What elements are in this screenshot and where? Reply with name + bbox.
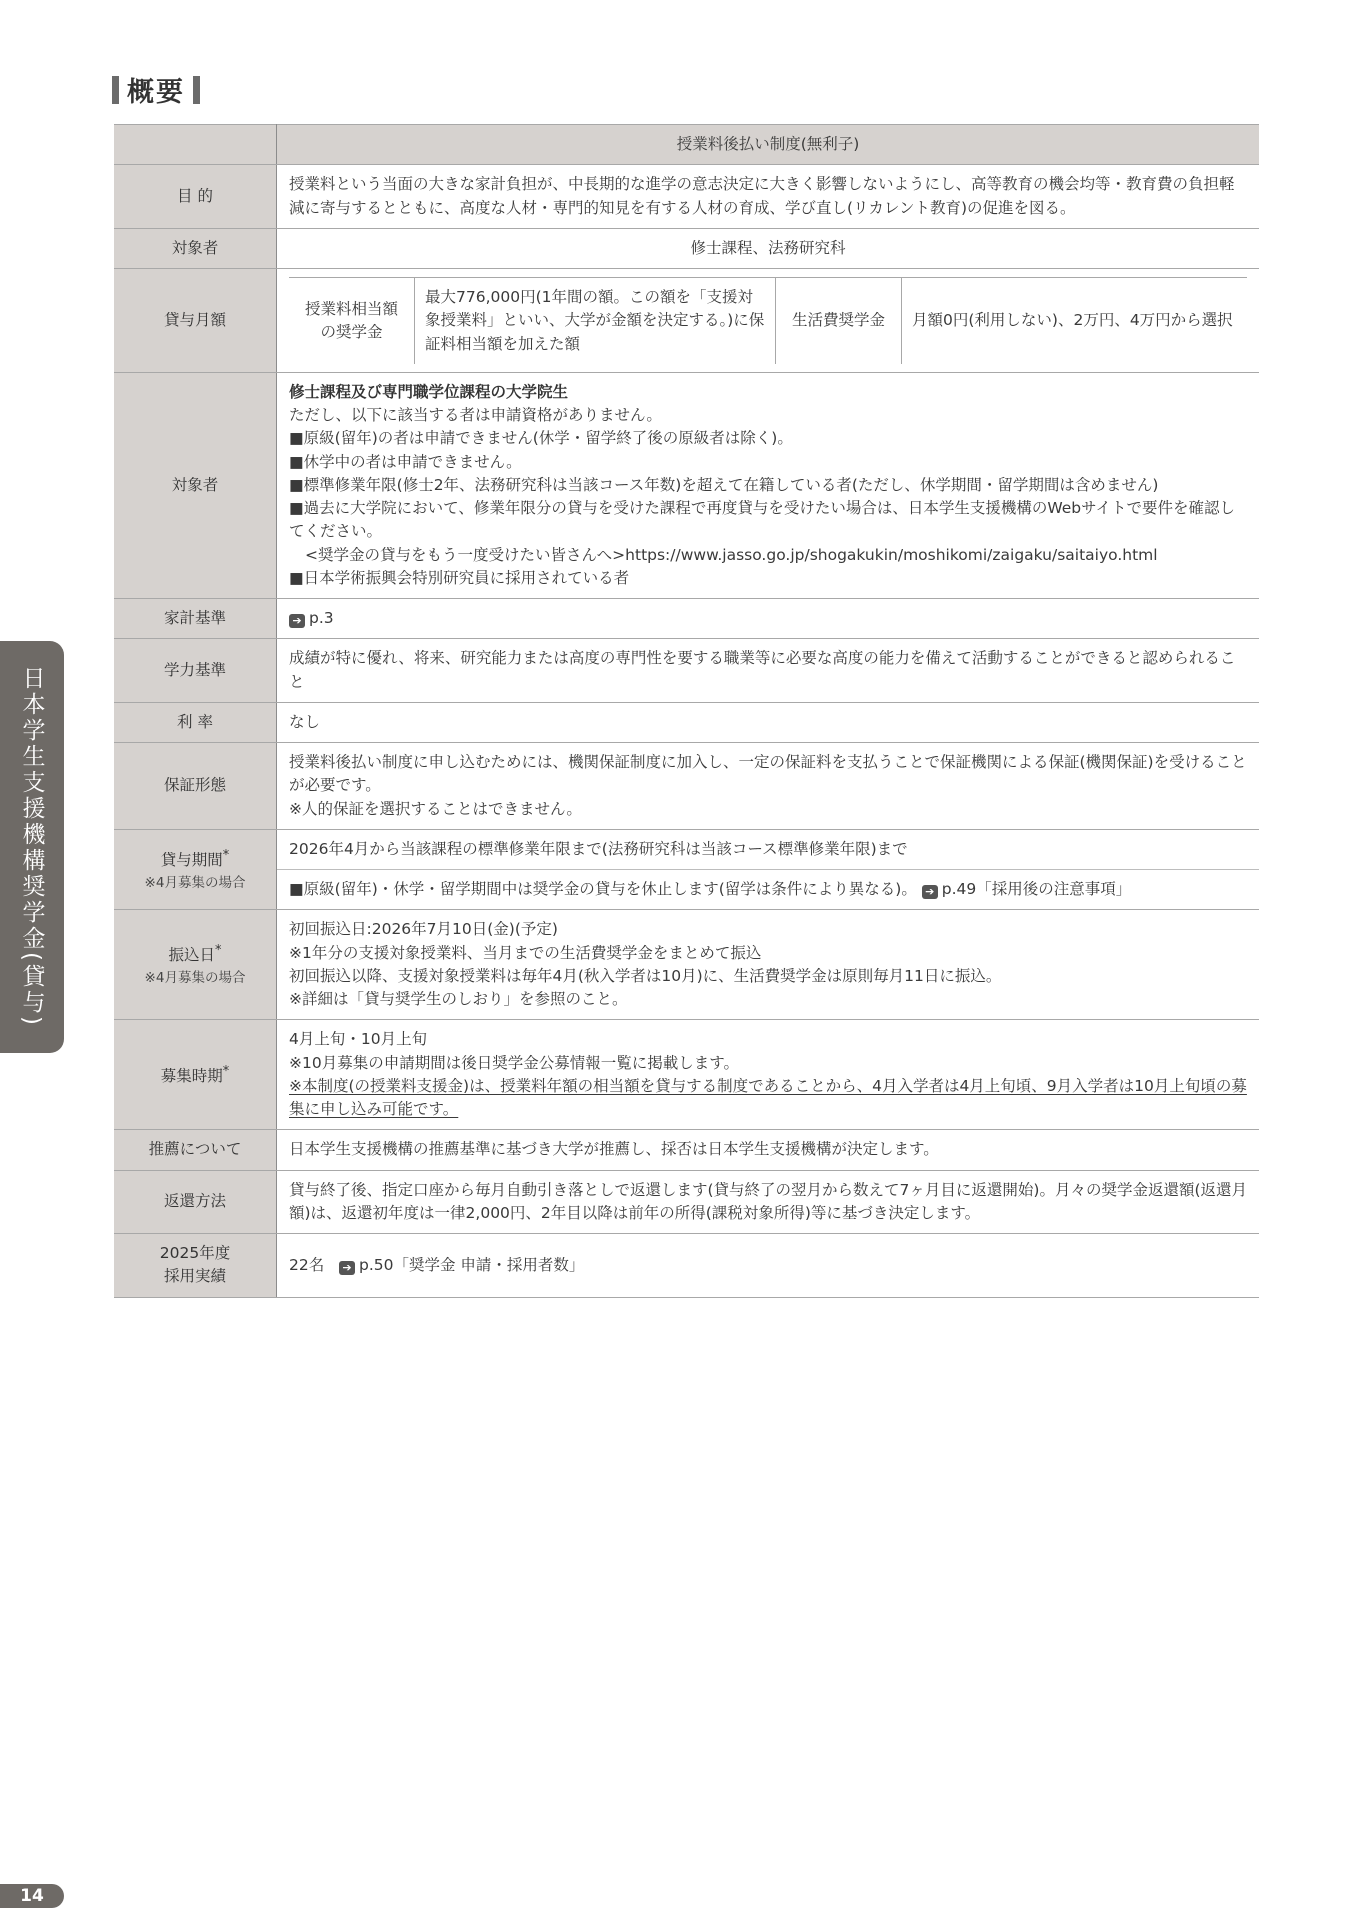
row-label-transfer <box>114 910 277 1020</box>
academic-text: 成績が特に優れ、将来、研究能力または高度の専門性を要する職業等に必要な高度の能力を備えて活動することができると認められること <box>277 639 1260 703</box>
transfer-label: 振込日 <box>168 946 216 965</box>
list-item: ■原級(留年)の者は申請できません(休学・留学終了後の原級者は除く)。 <box>289 429 793 448</box>
row-label-household: 家計基準 <box>114 599 277 639</box>
page-number: 14 <box>0 1884 64 1908</box>
period-label-mark: * <box>222 848 230 864</box>
transfer-cell <box>277 910 1260 1020</box>
transfer-line: 初回振込日:2026年7月10日(金)(予定) <box>289 920 558 939</box>
target-course-text: 修士課程、法務研究科 <box>277 228 1260 268</box>
arrow-right-icon: ➔ <box>289 614 305 628</box>
row-label-eligibility: 対象者 <box>114 372 277 598</box>
header-empty-cell <box>114 125 277 165</box>
row-label-repay: 返還方法 <box>114 1170 277 1234</box>
period-text: 2026年4月から当該課程の標準修業年限まで(法務研究科は当該コース標準修業年限)まで <box>277 829 1260 869</box>
table-row <box>114 870 1259 910</box>
overview-table <box>114 124 1259 1298</box>
household-cell <box>277 599 1260 639</box>
table-row <box>114 228 1259 268</box>
monthly-cell <box>277 269 1260 373</box>
row-label-guarantee: 保証形態 <box>114 743 277 830</box>
results-label: 2025年度 <box>159 1244 231 1262</box>
living-label: 生活費奨学金 <box>776 278 902 364</box>
recruit-label: 募集時期 <box>160 1066 223 1085</box>
row-label-recommend: 推薦について <box>114 1130 277 1170</box>
eligibility-intro: ただし、以下に該当する者は申請資格がありません。 <box>289 406 662 424</box>
row-label-monthly: 貸与月額 <box>114 269 277 373</box>
table-row <box>114 702 1259 742</box>
period-note-cell <box>277 870 1260 910</box>
row-label-academic: 学力基準 <box>114 639 277 703</box>
table-row <box>114 1170 1259 1234</box>
table-row <box>114 743 1259 830</box>
recruit-line2: ※10月募集の申請期間は後日奨学金公募情報一覧に掲載します。 <box>289 1053 739 1072</box>
table-header-row <box>114 125 1259 165</box>
list-item: ■標準修業年限(修士2年、法務研究科は当該コース年数)を超えて在籍している者(ただし、休学期間・留学期間は含めません) <box>289 475 1159 494</box>
recruit-cell <box>277 1020 1260 1130</box>
row-label-target-course: 対象者 <box>114 228 277 268</box>
reapply-link[interactable]: <奨学金の貸与をもう一度受けたい皆さんへ>https://www.jasso.go.jp/shogakukin/moshikomi/zaigaku/saitaiyo.html <box>305 545 1158 564</box>
arrow-right-icon: ➔ <box>922 885 938 899</box>
recruit-line3: ※本制度(の授業料支援金)は、授業料年額の相当額を貸与する制度であることから、4月入学者は4月上旬頃、9月入学者は10月上旬頃の募集に申し込み可能です。 <box>289 1076 1247 1118</box>
row-label-purpose: 目 的 <box>114 165 277 229</box>
interest-text: なし <box>277 702 1260 742</box>
results-cell <box>277 1234 1260 1298</box>
recruit-label-mark: * <box>222 1063 230 1079</box>
table-header: 授業料後払い制度(無利子) <box>277 125 1260 165</box>
table-row <box>114 599 1259 639</box>
table-row <box>114 1020 1259 1130</box>
repay-text: 貸与終了後、指定口座から毎月自動引き落としで返還します(貸与終了の翌月から数えて7ヶ月目に返還開始)。月々の奨学金返還額(返還月額)は、返還初年度は一律2,000円、2年目以降は前年の所得(課税対象所得)等に基づき決定します。 <box>277 1170 1260 1234</box>
guarantee-note: ※人的保証を選択することはできません。 <box>289 799 582 818</box>
heading-bar-right <box>193 76 200 104</box>
arrow-right-icon: ➔ <box>339 1261 355 1275</box>
table-row <box>114 639 1259 703</box>
results-count: 22名 <box>289 1255 325 1274</box>
tuition-text: 最大776,000円(1年間の額。この額を「支援対象授業料」といい、大学が金額を決定する。)に保証料相当額を加えた額 <box>415 278 776 364</box>
guarantee-cell <box>277 743 1260 830</box>
tuition-label: 授業料相当額の奨学金 <box>289 278 415 364</box>
row-label-recruit <box>114 1020 277 1130</box>
period-label: 貸与期間 <box>160 851 223 870</box>
results-ref[interactable]: p.50「奨学金 申請・採用者数」 <box>359 1255 585 1274</box>
list-item: ■日本学術振興会特別研究員に採用されている者 <box>289 568 630 587</box>
transfer-sub: ※4月募集の場合 <box>144 969 246 986</box>
eligibility-cell <box>277 372 1260 598</box>
table-row <box>114 165 1259 229</box>
table-row <box>114 1234 1259 1298</box>
results-label2: 採用実績 <box>163 1267 226 1286</box>
living-text: 月額0円(利用しない)、2万円、4万円から選択 <box>902 278 1248 364</box>
household-ref[interactable]: p.3 <box>309 609 334 627</box>
recruit-line1: 4月上旬・10月上旬 <box>289 1030 428 1049</box>
table-row <box>114 372 1259 598</box>
section-heading <box>112 70 200 109</box>
side-tab-label: 日本学生支援機構奨学金(貸与) <box>18 666 45 1028</box>
eligibility-title: 修士課程及び専門職学位課程の大学院生 <box>289 382 569 401</box>
page-title: 概要 <box>127 77 185 108</box>
table-row <box>114 910 1259 1020</box>
row-label-period <box>114 829 277 910</box>
row-label-results <box>114 1234 277 1298</box>
recommend-text: 日本学生支援機構の推薦基準に基づき大学が推薦し、採否は日本学生支援機構が決定します。 <box>277 1130 1260 1170</box>
period-ref[interactable]: p.49「採用後の注意事項」 <box>941 880 1132 898</box>
guarantee-text: 授業料後払い制度に申し込むためには、機関保証制度に加入し、一定の保証料を支払うことで保証機関による保証(機関保証)を受けることが必要です。 <box>289 753 1247 795</box>
transfer-line: ※1年分の支援対象授業料、当月までの生活費奨学金をまとめて振込 <box>289 943 762 962</box>
purpose-text: 授業料という当面の大きな家計負担が、中長期的な進学の意志決定に大きく影響しないようにし、高等教育の機会均等・教育費の負担軽減に寄与するとともに、高度な人材・専門的知見を有する人材の育成、学び直し(リカレント教育)の促進を図る。 <box>277 165 1260 229</box>
table-row <box>114 829 1259 869</box>
heading-bar-left <box>112 76 119 104</box>
table-row <box>114 1130 1259 1170</box>
list-item: ■休学中の者は申請できません。 <box>289 452 522 471</box>
list-item: ■過去に大学院において、修業年限分の貸与を受けた課程で再度貸与を受けたい場合は、日本学生支援機構のWebサイトで要件を確認してください。 <box>289 499 1236 541</box>
transfer-label-mark: * <box>215 943 222 959</box>
period-sub: ※4月募集の場合 <box>144 874 246 891</box>
transfer-line: 初回振込以降、支援対象授業料は毎年4月(秋入学者は10月)に、生活費奨学金は原則毎月11日に振込。 <box>289 966 1002 985</box>
side-tab <box>0 641 64 1053</box>
period-note: ■原級(留年)・休学・留学期間中は奨学金の貸与を休止します(留学は条件により異なる)。 <box>289 880 917 898</box>
monthly-subtable <box>289 277 1247 364</box>
transfer-line: ※詳細は「貸与奨学生のしおり」を参照のこと。 <box>289 990 628 1008</box>
row-label-interest: 利 率 <box>114 702 277 742</box>
table-row <box>114 269 1259 373</box>
